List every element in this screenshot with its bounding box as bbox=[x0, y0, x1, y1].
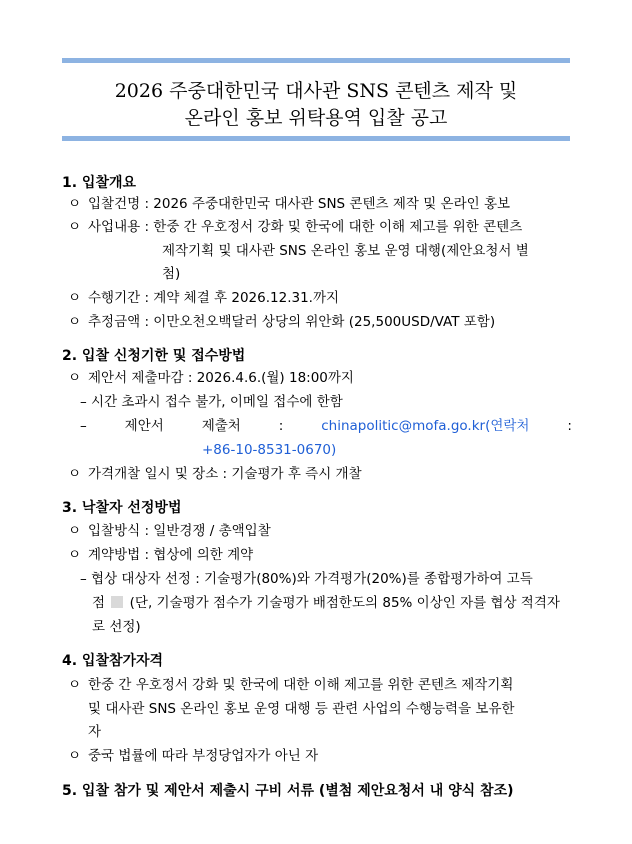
submission-label: 제안서 bbox=[124, 418, 164, 434]
price-opening: 가격개찰 일시 및 장소 : 기술평가 후 즉시 개찰 bbox=[88, 466, 362, 482]
section-4-heading: 4. 입찰참가자격 bbox=[62, 653, 164, 669]
bullet-icon: ㅇ bbox=[68, 466, 82, 482]
submission-email-link[interactable]: chinapolitic@mofa.go.kr(연락처 bbox=[321, 418, 530, 434]
section-2-heading: 2. 입찰 신청기한 및 접수방법 bbox=[62, 348, 246, 364]
title-top-rule bbox=[62, 58, 570, 63]
contract-method: 계약방법 : 협상에 의한 계약 bbox=[88, 547, 254, 563]
performance-period: 수행기간 : 계약 체결 후 2026.12.31.까지 bbox=[88, 290, 340, 306]
submission-deadline: 제안서 제출마감 : 2026.4.6.(월) 18:00까지 bbox=[88, 370, 354, 386]
bullet-icon: ㅇ bbox=[68, 677, 82, 693]
title-bottom-rule bbox=[62, 136, 570, 141]
bid-name: 입찰건명 : 2026 주중대한민국 대사관 SNS 콘텐츠 제작 및 온라인 홍보 bbox=[88, 196, 511, 212]
bullet-icon: ㅇ bbox=[68, 523, 82, 539]
bullet-icon: ㅇ bbox=[68, 370, 82, 386]
bullet-icon: ㅇ bbox=[68, 196, 82, 212]
dash-marker: – bbox=[80, 418, 87, 434]
bullet-icon: ㅇ bbox=[68, 290, 82, 306]
qualification-1-line-2: 및 대사관 SNS 온라인 홍보 운영 대행 등 관련 사업의 수행능력을 보유한 bbox=[88, 701, 515, 717]
title-line-2: 온라인 홍보 위탁용역 입찰 공고 bbox=[184, 107, 448, 129]
submission-colon-2: : bbox=[567, 418, 572, 434]
bullet-icon: ㅇ bbox=[68, 547, 82, 563]
page-title bbox=[62, 78, 570, 132]
selection-text-a: 점 bbox=[92, 595, 106, 611]
section-3-heading: 3. 낙찰자 선정방법 bbox=[62, 500, 182, 516]
submission-label-2: 제출처 bbox=[201, 418, 241, 434]
title-line-1: 2026 주중대한민국 대사관 SNS 콘텐츠 제작 및 bbox=[114, 80, 518, 102]
late-submission-note: – 시간 초과시 접수 불가, 이메일 접수에 한함 bbox=[80, 394, 343, 410]
section-1-heading: 1. 입찰개요 bbox=[62, 175, 137, 191]
bid-method: 입찰방식 : 일반경쟁 / 총액입찰 bbox=[88, 523, 271, 539]
selection-criteria-line-2 bbox=[92, 593, 560, 613]
bullet-icon: ㅇ bbox=[68, 314, 82, 330]
special-char-icon bbox=[111, 596, 123, 608]
contact-phone: +86-10-8531-0670) bbox=[202, 442, 337, 458]
project-content-line-2: 제작기획 및 대사관 SNS 온라인 홍보 운영 대행(제안요청서 별 bbox=[162, 243, 529, 259]
selection-criteria-line-3: 로 선정) bbox=[92, 619, 141, 635]
bullet-icon: ㅇ bbox=[68, 219, 82, 235]
submission-location bbox=[80, 416, 572, 436]
submission-colon: : bbox=[278, 418, 284, 434]
qualification-2: 중국 법률에 따라 부정당업자가 아닌 자 bbox=[88, 748, 319, 764]
estimated-amount: 추정금액 : 이만오천오백달러 상당의 위안화 (25,500USD/VAT 포함) bbox=[88, 314, 496, 330]
qualification-1-line-1: 한중 간 우호정서 강화 및 한국에 대한 이해 제고를 위한 콘텐츠 제작기획 bbox=[88, 677, 514, 693]
qualification-1-line-3: 자 bbox=[88, 724, 102, 740]
selection-criteria-line-1: – 협상 대상자 선정 : 기술평가(80%)와 가격평가(20%)를 종합평가하여 고득 bbox=[80, 571, 533, 587]
selection-text-b: (단, 기술평가 점수가 기술평가 배점한도의 85% 이상인 자를 협상 적격자 bbox=[129, 595, 560, 611]
project-content-line-3: 첨) bbox=[162, 266, 181, 282]
bullet-icon: ㅇ bbox=[68, 748, 82, 764]
project-content-line-1: 사업내용 : 한중 간 우호정서 강화 및 한국에 대한 이해 제고를 위한 콘텐츠 bbox=[88, 219, 523, 235]
section-5-heading: 5. 입찰 참가 및 제안서 제출시 구비 서류 (별첨 제안요청서 내 양식 참조) bbox=[62, 783, 514, 799]
